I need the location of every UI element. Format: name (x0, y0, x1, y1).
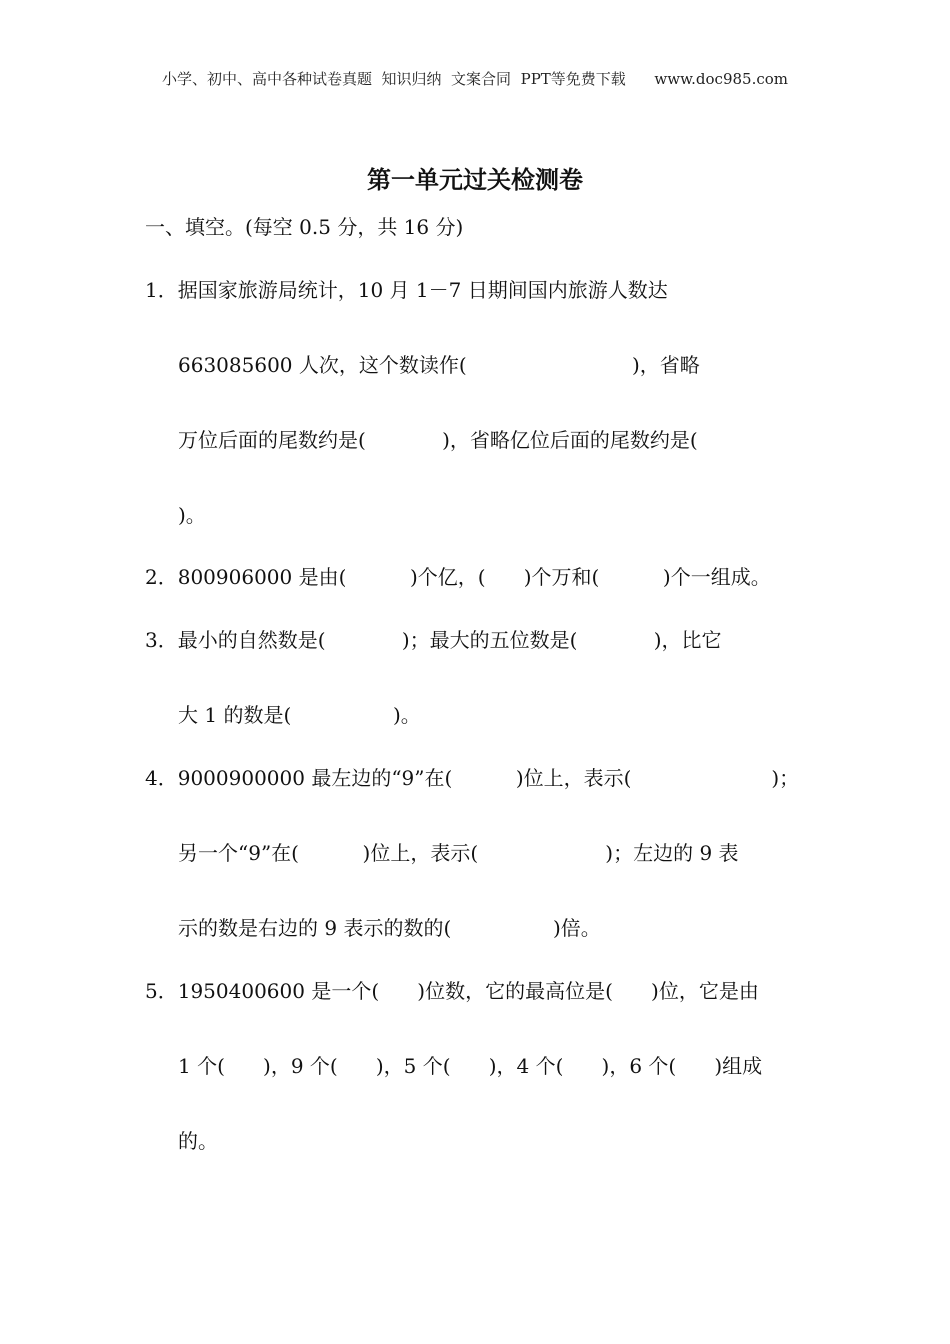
question-1-line-3: 万位后面的尾数约是( )，省略亿位后面的尾数约是( (178, 428, 698, 452)
question-5-line-1: 5．1950400600 是一个( )位数，它的最高位是( )位，它是由 (145, 979, 759, 1003)
question-3-line-2: 大 1 的数是( )。 (178, 703, 421, 727)
question-5-line-2: 1 个( )，9 个( )，5 个( )，4 个( )，6 个( )组成 (178, 1054, 763, 1078)
question-2-line-1: 2．800906000 是由( )个亿，( )个万和( )个一组成。 (145, 565, 771, 589)
question-4-line-3: 示的数是右边的 9 表示的数的( )倍。 (178, 916, 601, 940)
question-4-line-1: 4．9000900000 最左边的“9”在( )位上，表示( )； (145, 766, 800, 790)
question-1-line-4: )。 (178, 503, 206, 527)
section-heading: 一、填空。(每空 0.5 分，共 16 分) (145, 215, 464, 239)
question-4-line-2: 另一个“9”在( )位上，表示( )；左边的 9 表 (178, 841, 739, 865)
question-1-line-2: 663085600 人次，这个数读作( )，省略 (178, 353, 700, 377)
question-3-line-1: 3．最小的自然数是( )；最大的五位数是( )，比它 (145, 628, 722, 652)
question-1-line-1: 1．据国家旅游局统计，10 月 1－7 日期间国内旅游人数达 (145, 278, 668, 302)
header-url: www.doc985.com (654, 70, 788, 88)
question-5-line-3: 的。 (178, 1129, 218, 1153)
page-header (0, 68, 950, 89)
header-text: 小学、初中、高中各种试卷真题 知识归纳 文案合同 PPT等免费下载 (161, 70, 626, 88)
page-title: 第一单元过关检测卷 (367, 166, 583, 194)
